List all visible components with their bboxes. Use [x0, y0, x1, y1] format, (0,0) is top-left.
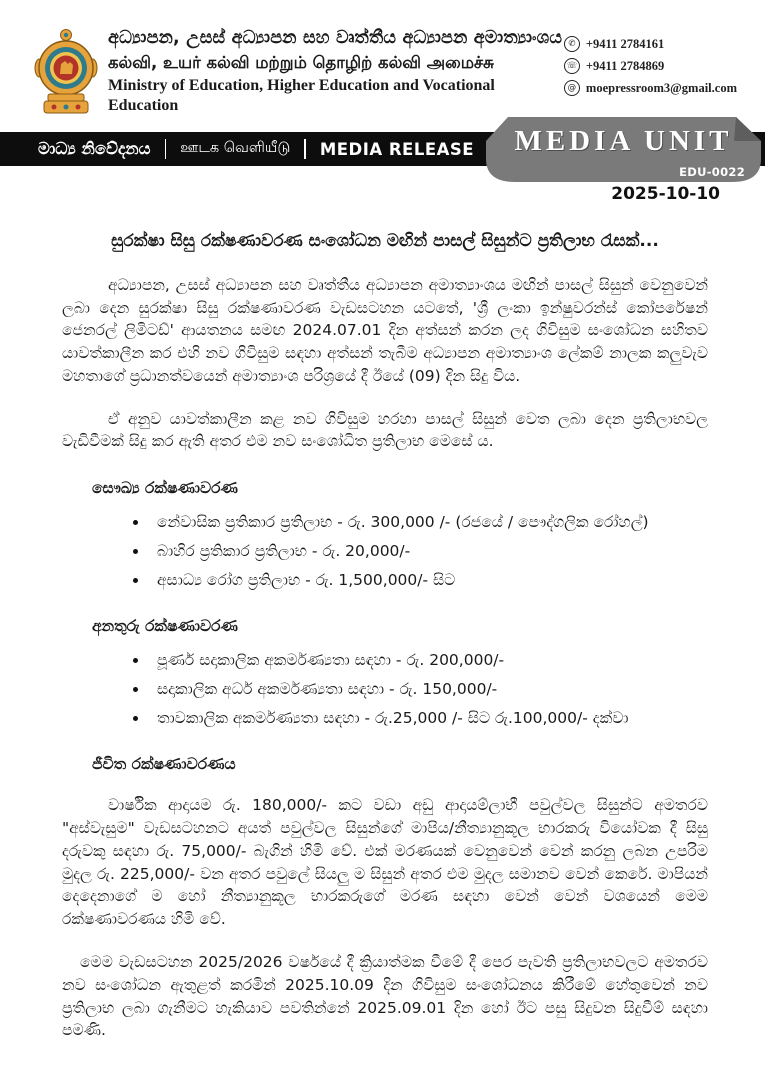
emblem-graphic [34, 28, 98, 118]
ministry-name-sinhala: අධ්‍යාපන, උසස් අධ්‍යාපන සහ වෘත්තීය අධ්‍යාපන අමාත්‍යාංශය [108, 28, 563, 48]
reference-number-badge: EDU-0022 [679, 165, 745, 179]
benefit-item: තාවකාලික අකර්මණ්‍යතා සඳහා - රු.25,000 /- සිට රු.100,000/- දක්වා [157, 707, 708, 729]
section-heading-health-cover: සෞඛ්‍ය රක්ෂණාවරණ [92, 479, 238, 498]
media-unit-tab [486, 117, 761, 182]
email-row [564, 80, 737, 96]
fax-number: +9411 2784869 [585, 58, 665, 73]
letterhead [0, 0, 765, 118]
divider [304, 139, 306, 159]
press-release-body [0, 230, 765, 1042]
press-release-title: සුරක්ෂා සිසු රක්ෂණාවරණ සංශෝධන මඟින් පාසල් සිසුන්ට ප්‍රතිලාභ රැසක්... [111, 231, 659, 251]
media-release-banner [0, 125, 765, 179]
divider [165, 139, 167, 159]
paragraph-2: ඒ අනුව යාවත්කාලීන කළ නව ගිවිසුම හරහා පාසල් සිසුන් වෙත ලබා දෙන ප්‍රතිලාභවල වැඩිවීමක් සිදු කර ඇති අතර එම නව සංශෝධිත ප්‍රතිලාභ මෙසේ ය. [62, 409, 708, 451]
benefit-item: සදාකාලික අර්ධ අකර්මණ්‍යතා සඳහා - රු. 150,000/- [157, 678, 708, 700]
ministry-name-tamil: கல்வி, உயர் கல்வி மற்றும் தொழிற் கல்வி அமைச்சு [108, 52, 494, 72]
banner-label-tamil: ஊடக வெளியீடு [180, 140, 291, 156]
fax-icon: ☏ [564, 58, 580, 74]
benefit-item: නේවාසික ප්‍රතිකාර ප්‍රතිලාභ - රු. 300,000 /- (රජයේ / පෞද්ගලික රෝහල්) [157, 511, 708, 533]
banner-label-english: MEDIA RELEASE [319, 139, 475, 159]
sri-lanka-emblem-logo [34, 28, 98, 122]
banner-label-sinhala: මාධ්‍ය නිවේදනය [38, 139, 151, 158]
section-heading-life-cover: ජීවිත රක්ෂණාවරණය [92, 755, 236, 774]
ministry-name-english: Ministry of Education, Higher Education and Vocational Education [108, 77, 495, 115]
benefit-item: පූර්ණ සදාකාලික අකර්මණ්‍යතා සඳහා - රු. 200,000/- [157, 649, 708, 671]
health-benefits-list [62, 511, 708, 591]
benefit-item: බාහිර ප්‍රතිකාර ප්‍රතිලාභ - රු. 20,000/- [157, 540, 708, 562]
benefit-item: අසාධ්‍ය රෝග ප්‍රතිලාභ - රු. 1,500,000/- සිට [157, 569, 708, 591]
section-heading-accident-cover: අනතුරු රක්ෂණාවරණ [92, 617, 238, 636]
life-cover-paragraph: වාර්ෂික ආදායම රු. 180,000/- කට වඩා අඩු ආදායම්ලාභී පවුල්වල සිසුන්ට අමතරව "අස්වැසුම" වැඩසටහනට අයත් පවුල්වල සිසුන්ගේ මාපිය/නීත්‍යානුකූල භාරකරු වියෝවක දී සිසු දරුවකු සඳහා රු. 75,000/- බැගින් හිමි වේ. එක් මරණයක් වෙනුවෙන් වෙන් කරනු ලබන උපරිම මුදල රු. 225,000/- වන අතර පවුලේ සියලු ම සිසුන් අතර එම මුදල සමානව වෙන් කෙරේ. මාපියන් දෙදෙනාගේ ම හෝ නීත්‍යානුකූල භාරකරුගේ මරණ සඳහා වෙන් වෙන් වශයෙන් මෙම රක්ෂණාවරණය හිමි වේ. [62, 796, 708, 929]
contact-block [564, 28, 737, 102]
phone-icon: ✆ [564, 36, 580, 52]
phone-number: +9411 2784161 [585, 36, 665, 51]
closing-paragraph: මෙම වැඩසටහන 2025/2026 වර්ෂයේ දී ක්‍රියාත්මක වීමේ දී පෙර පැවති ප්‍රතිලාභවලට අමතරව නව සංශෝධන ඇතුළත් කරමින් 2025.10.09 දින ගිවිසුම සංශෝධනය කිරීමේ හේතුවෙන් නව ප්‍රතිලාභ ලබා ගැනීමට හැකියාව පවතින්නේ 2025.09.01 දින හෝ ඊට පසු සිදුවන සිදුවීම් සඳහා පමණි. [62, 952, 708, 1040]
email-icon: @ [564, 80, 580, 96]
accident-benefits-list [62, 649, 708, 729]
phone-row [564, 36, 737, 52]
release-date: 2025-10-10 [611, 184, 720, 204]
media-unit-label: MEDIA UNIT [514, 125, 733, 157]
paragraph-1: අධ්‍යාපන, උසස් අධ්‍යාපන සහ වෘත්තීය අධ්‍යාපන අමාත්‍යාංශය මඟින් පාසල් සිසුන් වෙනුවෙන් ලබා දෙන සුරක්ෂා සිසු රක්ෂණාවරණ වැඩසටහන යටතේ, 'ශ්‍රී ලංකා ඉන්ෂුවරන්ස් කෝපරේෂන් ජෙනරල් ලිමිටඩ්' ආයතනය සමඟ 2024.07.01 දින අත්සන් කරන ලද ගිවිසුම සංශෝධන සහිතව යාවත්කාලීන කර එහි නව ගිවිසුම සඳහා අත්සන් තැබීම අධ්‍යාපන අමාත්‍යාංශ ලේකම් නාලක කලුවැව මහතාගේ ප්‍රධානත්වයෙන් අමාත්‍යාංශ පරිශ්‍රයේ දී ඊයේ (09) දින සිදු විය. [62, 275, 708, 385]
ministry-name-block [108, 28, 564, 116]
fax-row [564, 58, 737, 74]
email-address: moepressroom3@gmail.com [585, 80, 737, 95]
